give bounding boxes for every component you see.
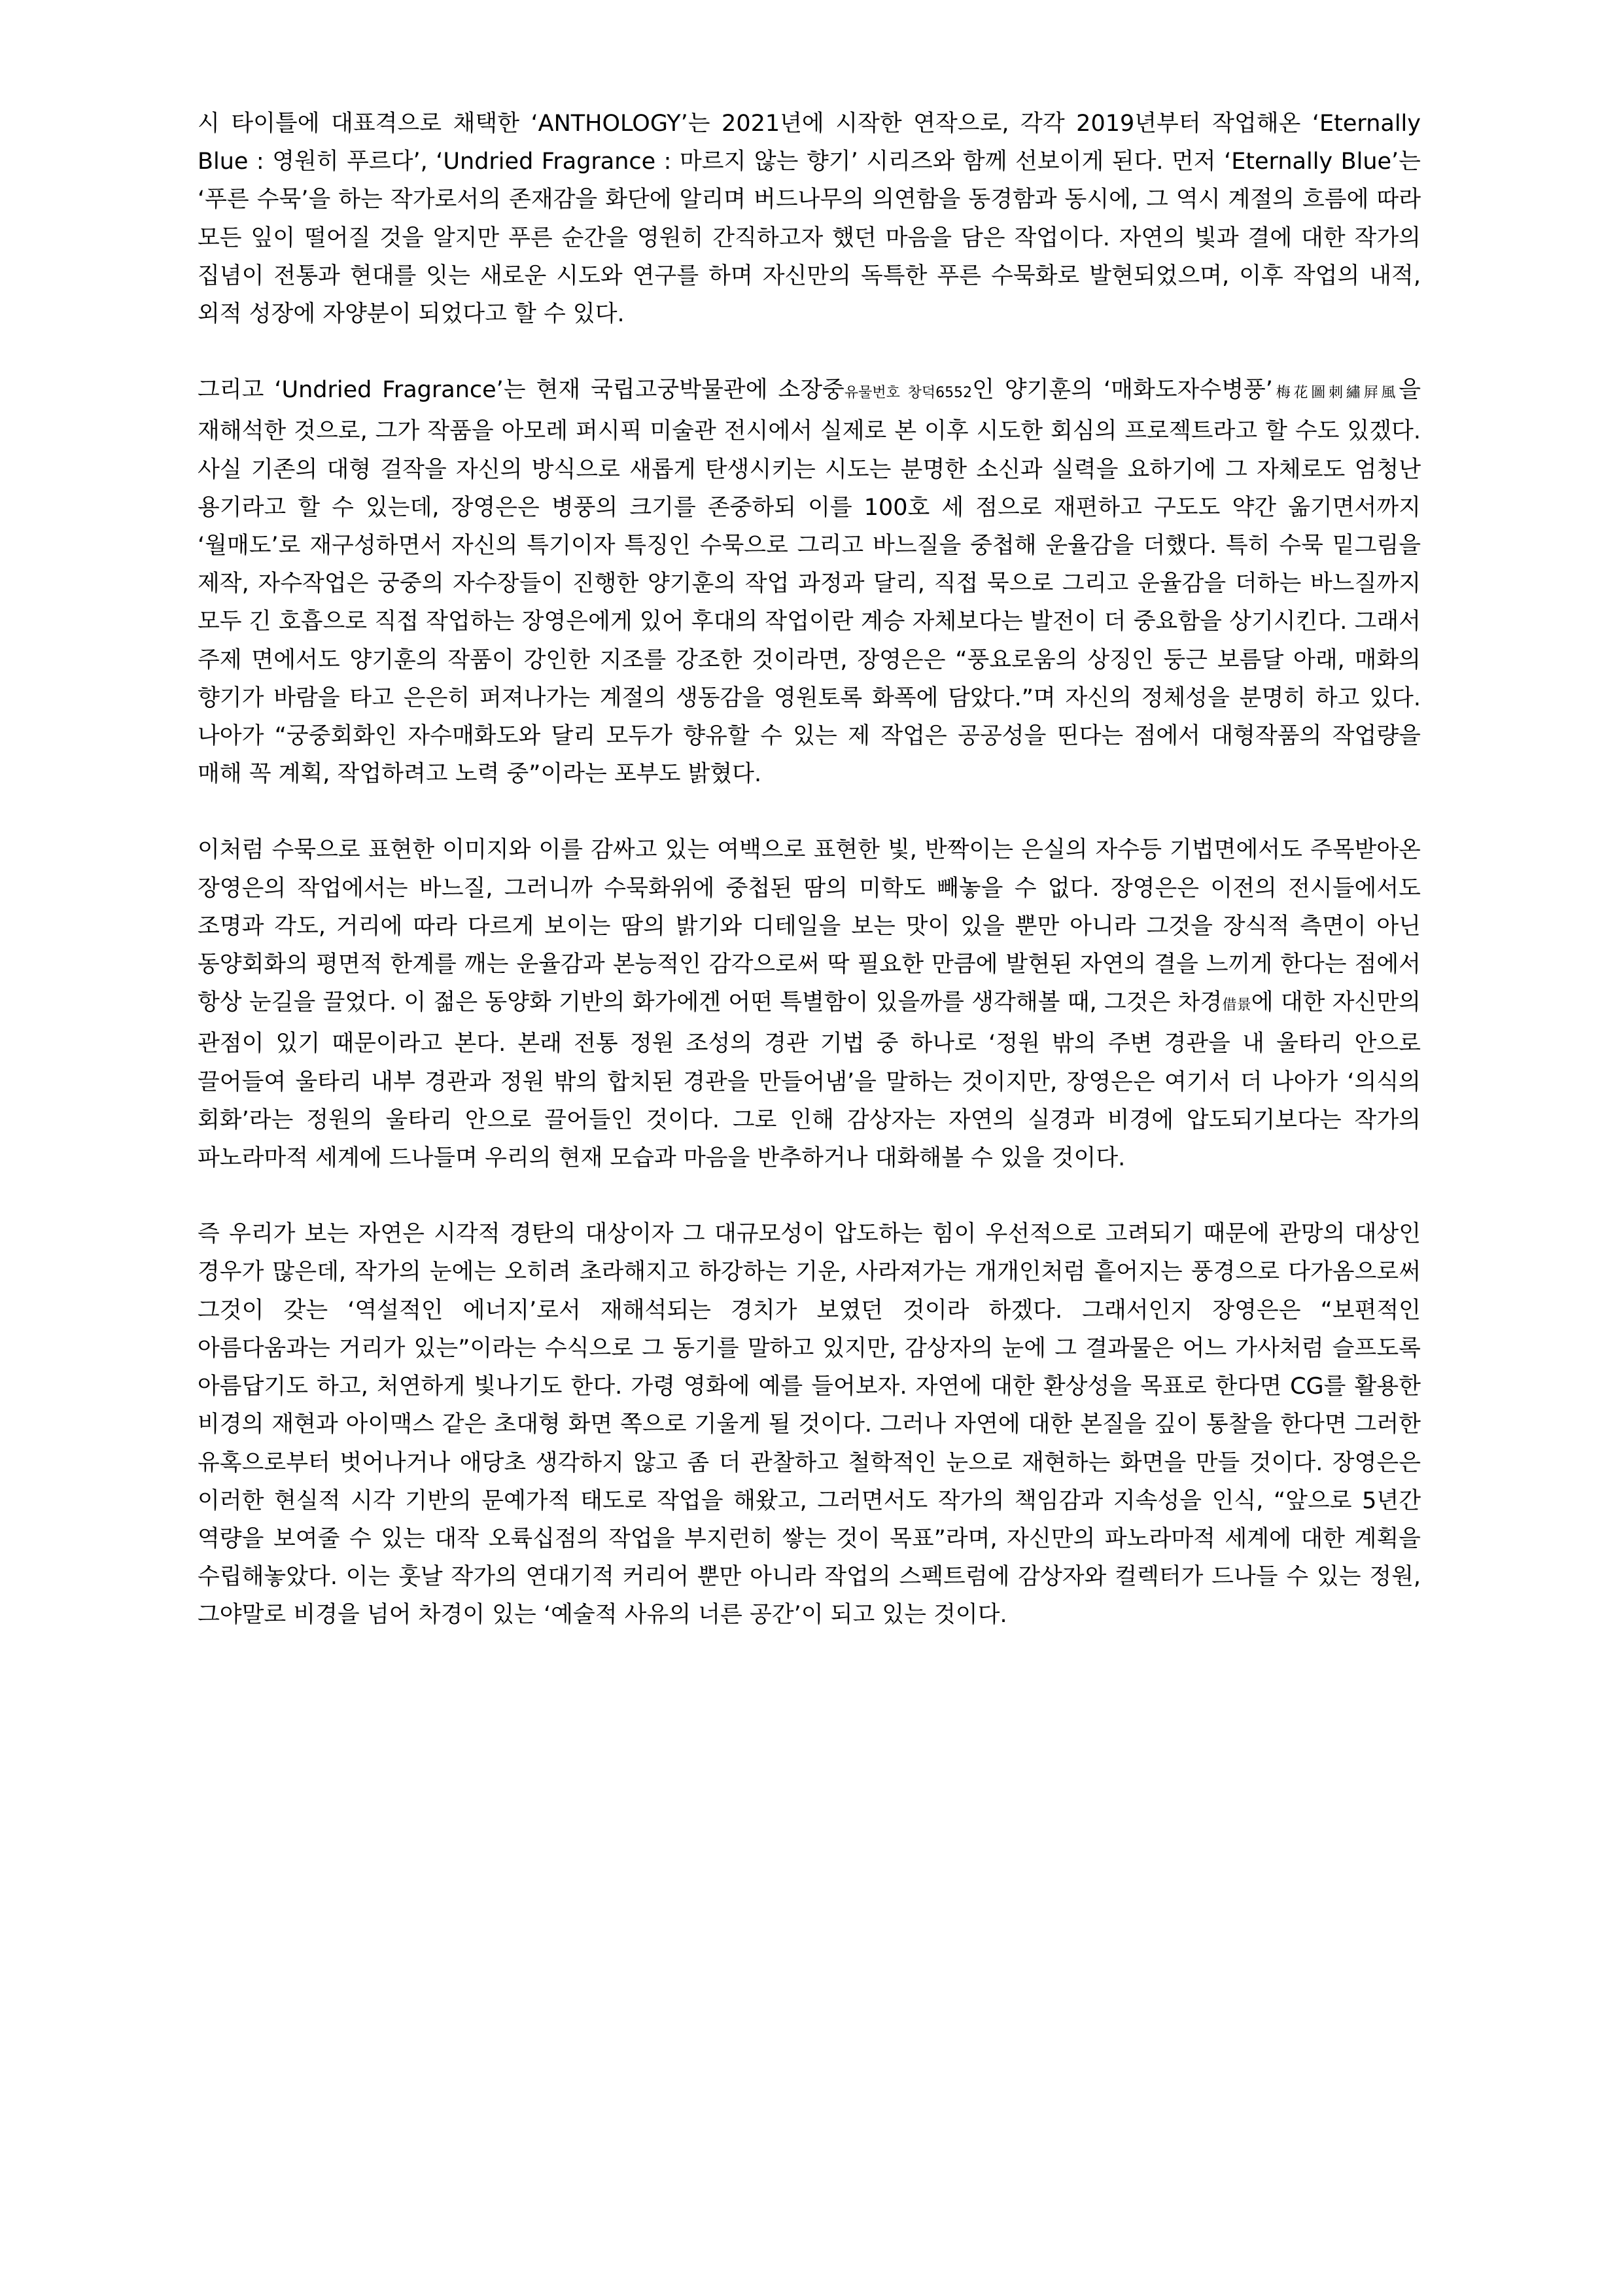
paragraph-2-text-c: 을 재해석한 것으로, 그가 작품을 아모레 퍼시픽 미술관 전시에서 실제로 본 이후 시도한 회심의 프로젝트라고 할 수도 있겠다. 사실 기존의 대형 걸작을 자신의 방식으로 새롭게 탄생시키는 시도는 분명한 소신과 실력을 요하기에 그 자체로도 엄청난 용기라고 할 수 있는데, 장영은은 병풍의 크기를 존중하되 이를 100호 세 점으로 재편하고 구도도 약간 옮기면서까지 ‘월매도’로 재구성하면서 자신의 특기이자 특징인 수묵으로 그리고 바느질을 중첩해 운율감을 더했다. 특히 수묵 밑그림을 제작, 자수작업은 궁중의 자수장들이 진행한 양기훈의 작업 과정과 달리, 직접 묵으로 그리고 운율감을 더하는 바느질까지 모두 긴 호흡으로 직접 작업하는 장영은에게 있어 후대의 작업이란 계승 자체보다는 발전이 더 중요함을 상기시킨다. 그래서 주제 면에서도 양기훈의 작품이 강인한 지조를 강조한 것이라면, 장영은은 “풍요로움의 상징인 둥근 보름달 아래, 매화의 향기가 바람을 타고 은은히 퍼져나가는 계절의 생동감을 영원토록 화폭에 담았다.”며 자신의 정체성을 분명히 하고 있다. 나아가 “궁중회화인 자수매화도와 달리 모두가 향유할 수 있는 제 작업은 공공성을 띤다는 점에서 대형작품의 작업량을 매해 꼭 계획, 작업하려고 노력 중”이라는 포부도 밝혔다. xyxy=(198,377,1421,788)
paragraph-1-text: 시 타이틀에 대표격으로 채택한 ‘ANTHOLOGY’는 2021년에 시작한 연작으로, 각각 2019년부터 작업해온 ‘Eternally Blue : 영원히 푸르다’, ‘Undried Fragrance : 마르지 않는 향기’ 시리즈와 함께 선보이게 된다. 먼저 ‘Eternally Blue’는 ‘푸른 수묵’을 하는 작가로서의 존재감을 화단에 알리며 버드나무의 의연함을 동경함과 동시에, 그 역시 계절의 흐름에 따라 모든 잎이 떨어질 것을 알지만 푸른 순간을 영원히 간직하고자 했던 마음을 담은 작업이다. 자연의 빛과 결에 대한 작가의 집념이 전통과 현대를 잇는 새로운 시도와 연구를 하며 자신만의 독특한 푸른 수묵화로 발현되었으며, 이후 작업의 내적, 외적 성장에 자양분이 되었다고 할 수 있다. xyxy=(198,111,1421,328)
paragraph-2-text-b: 인 양기훈의 ‘매화도자수병풍’ xyxy=(972,377,1273,404)
paragraph-4 xyxy=(198,1215,1421,1634)
hanja-chagyeong-note: 借景 xyxy=(1222,997,1251,1014)
paragraph-2-text-a: 그리고 ‘Undried Fragrance’는 현재 국립고궁박물관에 소장중 xyxy=(198,377,844,404)
document-page xyxy=(198,105,1421,1672)
paragraph-3 xyxy=(198,831,1421,1177)
hanja-title-note: 梅花圖刺繡屛風 xyxy=(1272,385,1399,402)
paragraph-2 xyxy=(198,371,1421,793)
paragraph-1 xyxy=(198,105,1421,333)
paragraph-3-text-a: 이처럼 수묵으로 표현한 이미지와 이를 감싸고 있는 여백으로 표현한 빛, 반짝이는 은실의 자수등 기법면에서도 주목받아온 장영은의 작업에서는 바느질, 그러니까 수묵화위에 중첩된 땀의 미학도 빼놓을 수 없다. 장영은은 이전의 전시들에서도 조명과 각도, 거리에 따라 다르게 보이는 땀의 밝기와 디테일을 보는 맛이 있을 뿐만 아니라 그것을 장식적 측면이 아닌 동양회화의 평면적 한계를 깨는 운율감과 본능적인 감각으로써 딱 필요한 만큼에 발현된 자연의 결을 느끼게 한다는 점에서 항상 눈길을 끌었다. 이 젊은 동양화 기반의 화가에겐 어떤 특별함이 있을까를 생각해볼 때, 그것은 차경 xyxy=(198,837,1421,1016)
paragraph-4-text: 즉 우리가 보는 자연은 시각적 경탄의 대상이자 그 대규모성이 압도하는 힘이 우선적으로 고려되기 때문에 관망의 대상인 경우가 많은데, 작가의 눈에는 오히려 초라해지고 하강하는 기운, 사라져가는 개개인처럼 흩어지는 풍경으로 다가옴으로써 그것이 갖는 ‘역설적인 에너지’로서 재해석되는 경치가 보였던 것이라 하겠다. 그래서인지 장영은은 “보편적인 아름다움과는 거리가 있는”이라는 수식으로 그 동기를 말하고 있지만, 감상자의 눈에 그 결과물은 어느 가사처럼 슬프도록 아름답기도 하고, 처연하게 빛나기도 한다. 가령 영화에 예를 들어보자. 자연에 대한 환상성을 목표로 한다면 CG를 활용한 비경의 재현과 아이맥스 같은 초대형 화면 쪽으로 기울게 될 것이다. 그러나 자연에 대한 본질을 깊이 통찰을 한다면 그러한 유혹으로부터 벗어나거나 애당초 생각하지 않고 좀 더 관찰하고 철학적인 눈으로 재현하는 화면을 만들 것이다. 장영은은 이러한 현실적 시각 기반의 문예가적 태도로 작업을 해왔고, 그러면서도 작가의 책임감과 지속성을 인식, “앞으로 5년간 역량을 보여줄 수 있는 대작 오륙십점의 작업을 부지런히 쌓는 것이 목표”라며, 자신만의 파노라마적 세계에 대한 계획을 수립해놓았다. 이는 훗날 작가의 연대기적 커리어 뿐만 아니라 작업의 스펙트럼에 감상자와 컬렉터가 드나들 수 있는 정원, 그야말로 비경을 넘어 차경이 있는 ‘예술적 사유의 너른 공간’이 되고 있는 것이다. xyxy=(198,1221,1421,1629)
paragraph-3-text-b: 에 대한 자신만의 관점이 있기 때문이라고 본다. 본래 전통 정원 조성의 경관 기법 중 하나로 ‘정원 밖의 주변 경관을 내 울타리 안으로 끌어들여 울타리 내부 경관과 정원 밖의 합치된 경관을 만들어냄’을 말하는 것이지만, 장영은은 여기서 더 나아가 ‘의식의 회화’라는 정원의 울타리 안으로 끌어들인 것이다. 그로 인해 감상자는 자연의 실경과 비경에 압도되기보다는 작가의 파노라마적 세계에 드나들며 우리의 현재 모습과 마음을 반추하거나 대화해볼 수 있을 것이다. xyxy=(198,989,1421,1172)
artifact-number-note: 유물번호 창덕6552 xyxy=(844,385,973,402)
